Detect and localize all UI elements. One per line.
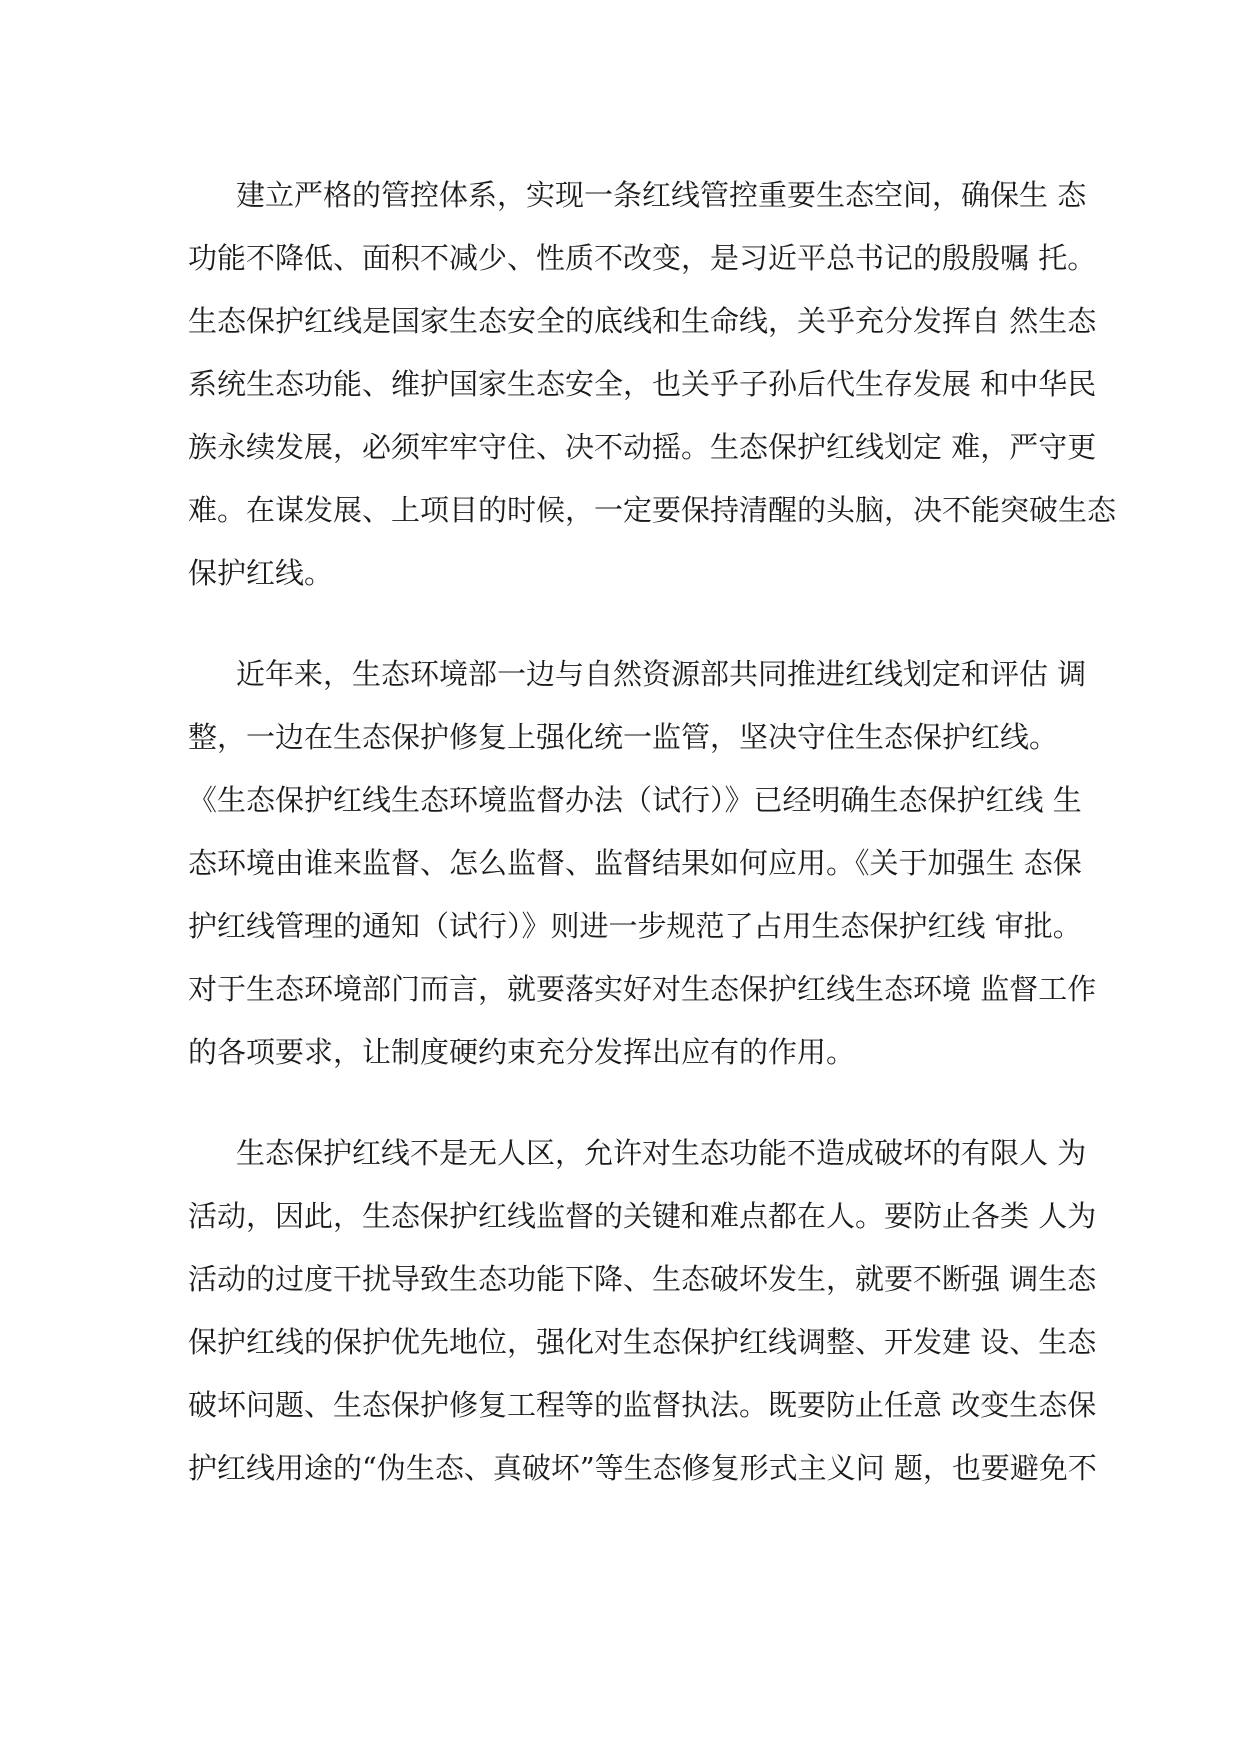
paragraph-spacer	[188, 1084, 1058, 1122]
paragraph-line: 整，一边在生态保护修复上强化统一监管，坚决守住生态保护红线。	[188, 720, 1059, 754]
paragraph-line: 生态保护红线不是无人区，允许对生态功能不造成破坏的有限人 为	[236, 1136, 1087, 1170]
paragraph-line: 破坏问题、生态保护修复工程等的监督执法。既要防止任意 改变生态保	[188, 1388, 1097, 1422]
paragraph-line: 生态保护红线是国家生态安全的底线和生命线，关乎充分发挥自 然生态	[188, 304, 1097, 338]
paragraph-line: 功能不降低、面积不减少、性质不改变，是习近平总书记的殷殷嘱 托。	[188, 241, 1097, 275]
paragraph-spacer	[188, 605, 1058, 643]
paragraph-line: 活动，因此，生态保护红线监督的关键和难点都在人。要防止各类 人为	[188, 1199, 1097, 1233]
paragraph-line: 近年来，生态环境部一边与自然资源部共同推进红线划定和评估 调	[236, 657, 1087, 691]
paragraph-3	[188, 1122, 1097, 1500]
paragraph-2	[188, 643, 1097, 1084]
paragraph-line: 活动的过度干扰导致生态功能下降、生态破坏发生，就要不断强 调生态	[188, 1262, 1097, 1296]
paragraph-line: 系统生态功能、维护国家生态安全，也关乎子孙后代生存发展 和中华民	[188, 367, 1097, 401]
paragraph-line: 护红线用途的“伪生态、真破坏”等生态修复形式主义问 题，也要避免不	[188, 1451, 1097, 1485]
paragraph-line: 对于生态环境部门而言，就要落实好对生态保护红线生态环境 监督工作	[188, 972, 1097, 1006]
paragraph-line: 难。在谋发展、上项目的时候，一定要保持清醒的头脑，决不能突破生态	[188, 493, 1117, 527]
paragraph-line: 族永续发展，必须牢牢守住、决不动摇。生态保护红线划定 难，严守更	[188, 430, 1097, 464]
paragraph-line: 态环境由谁来监督、怎么监督、监督结果如何应用。《关于加强生 态保	[188, 846, 1082, 880]
paragraph-1	[188, 164, 1117, 605]
paragraph-line: 建立严格的管控体系，实现一条红线管控重要生态空间，确保生 态	[236, 178, 1087, 212]
paragraph-line: 的各项要求，让制度硬约束充分发挥出应有的作用。	[188, 1035, 856, 1069]
paragraph-line: 保护红线。	[188, 556, 334, 590]
paragraph-line: 保护红线的保护优先地位，强化对生态保护红线调整、开发建 设、生态	[188, 1325, 1097, 1359]
paragraph-line: 护红线管理的通知（试行）》则进一步规范了占用生态保护红线 审批。	[188, 909, 1082, 943]
document-body	[188, 164, 1117, 1500]
paragraph-line: 《生态保护红线生态环境监督办法（试行）》已经明确生态保护红线 生	[188, 783, 1082, 817]
